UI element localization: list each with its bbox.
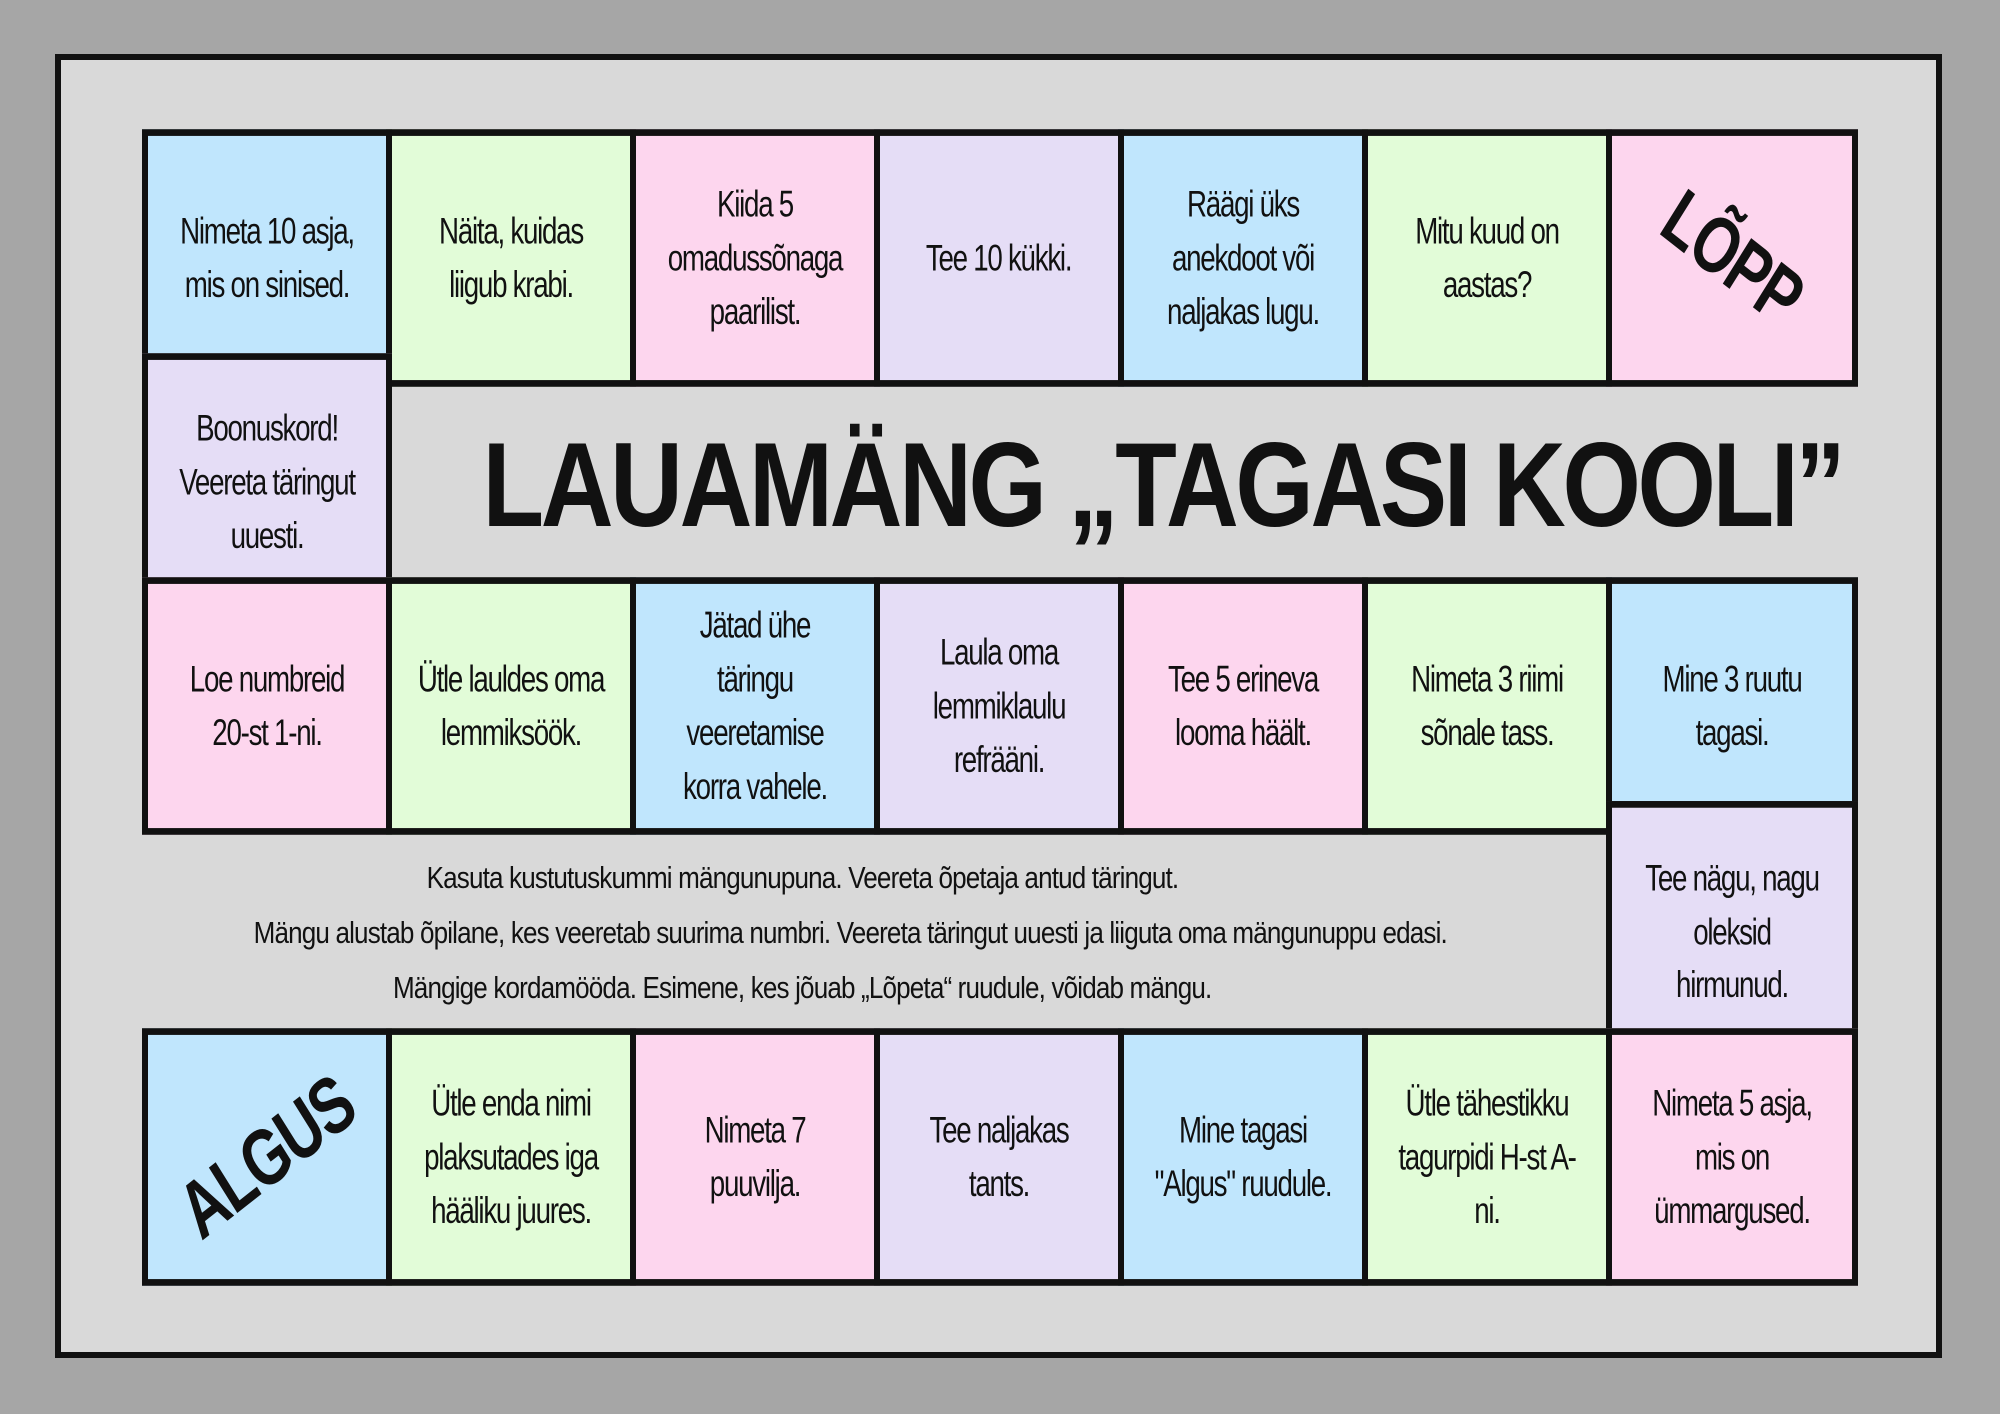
square-text: Jätad ühe täringu veeretamise korra vahele. (683, 604, 827, 807)
square-text: Laula oma lemmiklaulu refrääni. (932, 631, 1066, 780)
board-square-top-5[interactable] (1118, 129, 1368, 387)
board-square-bonus[interactable] (142, 353, 392, 611)
rules-line: Mängu alustab õpilane, kes veeretab suurima numbri. Veereta täringut uuesti ja liiguta oma mängunuppu edasi. (253, 915, 1447, 950)
board-square-top-6[interactable] (1362, 129, 1612, 387)
square-text: Räägi üks anekdoot või naljakas lugu. (1167, 183, 1319, 332)
square-text: Ütle lauldes oma lemmiksöök. (417, 658, 605, 754)
board-square-scared-face[interactable] (1606, 801, 1858, 1062)
board-square-mid-5[interactable] (1118, 577, 1368, 835)
board-square-top-2[interactable] (386, 129, 636, 387)
square-text: Tee naljakas tants. (929, 1109, 1069, 1205)
game-rules (140, 850, 1465, 1015)
board-square-mid-7[interactable] (1606, 577, 1858, 835)
square-text: Nimeta 10 asja, mis on sinised. (180, 210, 354, 306)
square-text: Ütle tähestikku tagurpidi H-st A-ni. (1398, 1082, 1576, 1231)
square-text: Tee 5 erineva looma häält. (1167, 658, 1319, 754)
board-square-top-1[interactable] (142, 129, 392, 387)
square-text: Kiida 5 omadussõnaga paarilist. (667, 183, 843, 332)
square-text: Mine tagasi "Algus" ruudule. (1154, 1109, 1332, 1205)
board-square-bot-5[interactable] (1118, 1028, 1368, 1286)
finish-label: LÕPP (1647, 172, 1817, 343)
board-square-top-4[interactable] (874, 129, 1124, 387)
board-square-start[interactable] (142, 1028, 392, 1286)
board-square-mid-4[interactable] (874, 577, 1124, 835)
square-text: Nimeta 5 asja, mis on ümmargused. (1652, 1082, 1812, 1231)
square-text: Tee nägu, nagu oleksid hirmunud. (1645, 856, 1819, 1006)
square-text: Mitu kuud on aastas? (1415, 210, 1559, 306)
board-square-bot-4[interactable] (874, 1028, 1124, 1286)
square-text: Tee 10 kükki. (926, 236, 1072, 279)
square-text: Mine 3 ruutu tagasi. (1662, 658, 1802, 754)
square-text: Nimeta 3 riimi sõnale tass. (1411, 658, 1563, 754)
start-label: ALGUS (164, 1057, 370, 1256)
board-square-mid-1[interactable] (142, 577, 392, 835)
page-title: LAUAMÄNG „TAGASI KOOLI” (482, 418, 1843, 552)
board-square-mid-6[interactable] (1362, 577, 1612, 835)
board-square-bot-3[interactable] (630, 1028, 880, 1286)
rules-line: Mängige kordamööda. Esimene, kes jõuab „Lõpeta“ ruudule, võidab mängu. (393, 970, 1212, 1005)
board-square-bot-7[interactable] (1606, 1028, 1858, 1286)
board-square-mid-3[interactable] (630, 577, 880, 835)
square-text: Loe numbreid 20-st 1-ni. (189, 658, 345, 754)
board-square-top-3[interactable] (630, 129, 880, 387)
board-square-mid-2[interactable] (386, 577, 636, 835)
square-text: Boonuskord! Veereta täringut uuesti. (179, 407, 355, 556)
board-square-bot-2[interactable] (386, 1028, 636, 1286)
board-square-bot-6[interactable] (1362, 1028, 1612, 1286)
board-square-finish[interactable] (1606, 129, 1858, 387)
square-text: Ütle enda nimi plaksutades iga hääliku juures. (424, 1082, 598, 1231)
square-text: Näita, kuidas liigub krabi. (439, 210, 583, 306)
rules-line: Kasuta kustutuskummi mängunupuna. Veereta õpetaja antud täringut. (426, 860, 1179, 895)
square-text: Nimeta 7 puuvilja. (704, 1109, 806, 1205)
